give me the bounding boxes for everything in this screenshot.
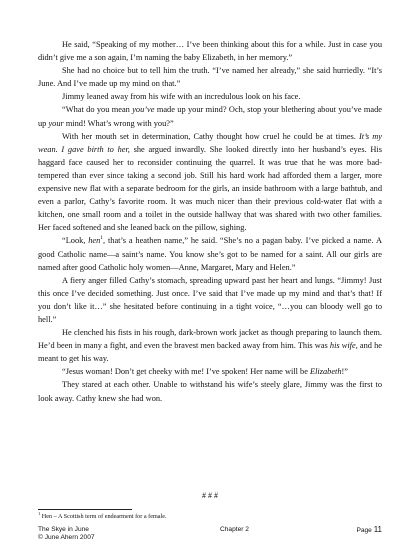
text-run: She had no choice but to tell him the truth. “I’ve named her already,” she said hurriedly. “It’s June. And I’ve made up my mind on that.” [38,66,382,89]
paragraph [38,365,382,378]
italic-run: It’s my wean. I gave birth to her, [38,131,382,154]
paragraph [38,38,382,64]
footer-page-label: Page [356,527,374,534]
section-separator: # # # [202,491,218,500]
text-run: “Look, [62,236,89,246]
text-run: “What do you mean [62,105,133,115]
footnote-text: Hen – A Scottish term of endearment for a female. [40,513,167,520]
text-run: mind! What’s wrong with you?” [63,118,174,128]
text-run: Jimmy leaned away from his wife with an incredulous look on his face. [62,92,301,102]
paragraph [38,378,382,404]
italic-run: you’ve [132,105,155,115]
footnote [38,510,167,520]
italic-run: Elizabeth [310,367,342,377]
footer-copyright: © June Ahern 2007 [38,534,95,541]
text-run: A fiery anger filled Cathy’s stomach, spreading upward past her heart and lungs. “Jimmy! Just this once I’ve decided something. Just once. I’ve said that I’ve made up my mind and that’s that! If you don’t like it…” she hesitated before continuing in a tight voice, “…you can bloody well go to hell.” [38,275,382,324]
paragraph [38,326,382,365]
text-run: and he meant to get his way. [38,341,382,364]
paragraph [38,130,382,235]
footnote-mark: 1 [38,510,41,516]
paragraph [38,64,382,90]
paragraph [38,234,382,273]
footer-page-number: 11 [373,525,382,534]
text-run: she argued inwardly. She looked directly into her husband’s eyes. His haggard face caused her to reconsider continuing the quarrel. It was true that he was more bad-tempered than ever since taking a second job. Still his hard work had afforded them a larger, more expensive new flat with a separate bedroom for the girls, an inside bathroom with a large bathtub, and even a parlor, Cathy’s favorite room. It was much nicer than their previous cold-water flat with a kitchen, one small room and a toilet in the outside hallway that was shared with two other families. Her faced softened and she leaned back on the pillow, sighing. [38,144,382,233]
paragraph [38,274,382,326]
text-run: He clenched his fists in his rough, dark-brown work jacket as though preparing to launch them. He’d been in many a fight, and even the bravest men backed away from him. This was [38,328,382,351]
text-run: , that’s a heathen name,” he said. “She’s no a pagan baby. I’ve picked a name. A good Catholic name—a saint’s name. You know she’s got to be named for a saint. All our girls are named after good Catholic holy women—Anne, Margaret, Mary and Helen.” [38,236,382,272]
italic-run: hen [88,236,101,246]
text-run: He said, “Speaking of my mother… I’ve been thinking about this for a while. Just in case you didn’t give me a son again, I’m naming the baby Elizabeth, in her memory.” [38,40,382,63]
page-footer [38,526,382,542]
italic-run: your [48,118,64,128]
text-run: “Jesus woman! Don’t get cheeky with me! I’ve spoken! Her name will be [62,367,310,377]
footer-chapter: Chapter 2 [220,526,249,533]
text-run: !” [341,367,349,377]
text-run: With her mouth set in determination, Cathy thought how cruel he could be at times. [62,131,360,141]
paragraph [38,90,382,103]
body-text [38,38,382,405]
footer-book-title: The Skye in June [38,526,89,533]
footnote-ref: 1 [100,235,104,242]
text-run: made up your mind? Och, stop your blethering about you’ve made up [38,105,382,128]
text-run: They stared at each other. Unable to withstand his wife’s steely glare, Jimmy was the first to look away. Cathy knew she had won. [38,380,382,403]
footnote-rule [38,509,132,510]
paragraph [38,103,382,129]
italic-run: his wife, [329,341,358,351]
